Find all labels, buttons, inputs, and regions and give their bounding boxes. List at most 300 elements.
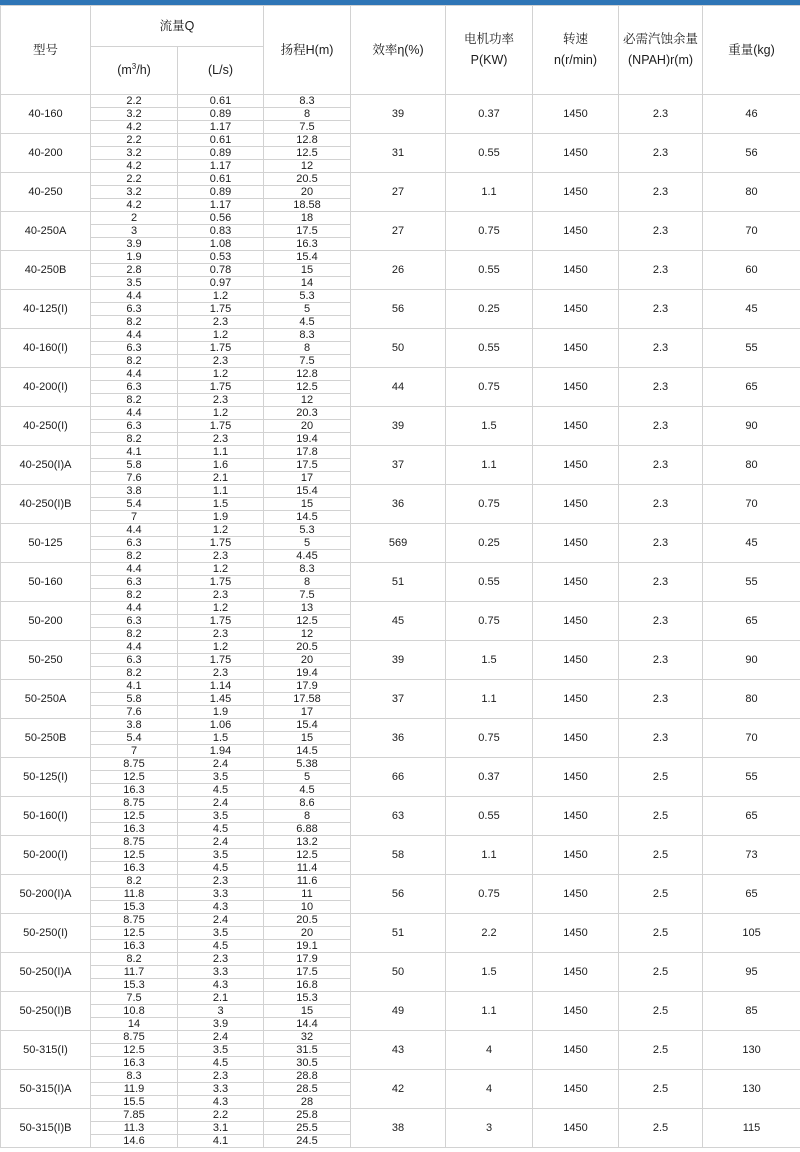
weight-cell: 80: [703, 173, 800, 212]
head-cell: 15.4: [264, 719, 351, 732]
flow-m3h-cell: 2.2: [91, 95, 178, 108]
flow-ls-cell: 1.17: [178, 121, 264, 134]
npsh-cell: 2.5: [619, 1070, 703, 1109]
efficiency-cell: 37: [351, 446, 446, 485]
head-cell: 24.5: [264, 1135, 351, 1148]
efficiency-cell: 56: [351, 290, 446, 329]
flow-m3h-cell: 8.75: [91, 836, 178, 849]
power-cell: 0.75: [446, 212, 533, 251]
npsh-cell: 2.5: [619, 875, 703, 914]
flow-m3h-cell: 6.3: [91, 420, 178, 433]
flow-ls-cell: 3.3: [178, 888, 264, 901]
npsh-cell: 2.3: [619, 212, 703, 251]
model-cell: 50-250B: [1, 719, 91, 758]
flow-m3h-cell: 3.5: [91, 277, 178, 290]
flow-m3h-cell: 4.1: [91, 680, 178, 693]
head-cell: 20: [264, 186, 351, 199]
model-cell: 40-160: [1, 95, 91, 134]
flow-ls-cell: 1.75: [178, 342, 264, 355]
header-motor-power-line1: 电机功率: [464, 32, 515, 47]
flow-ls-cell: 1.5: [178, 498, 264, 511]
head-cell: 12.5: [264, 615, 351, 628]
flow-ls-cell: 1.75: [178, 303, 264, 316]
head-cell: 14: [264, 277, 351, 290]
power-cell: 0.25: [446, 524, 533, 563]
speed-cell: 1450: [533, 407, 619, 446]
flow-ls-cell: 4.5: [178, 940, 264, 953]
efficiency-cell: 50: [351, 329, 446, 368]
head-cell: 13.2: [264, 836, 351, 849]
flow-m3h-cell: 15.5: [91, 1096, 178, 1109]
table-row: [1, 758, 800, 771]
head-cell: 15: [264, 498, 351, 511]
npsh-cell: 2.3: [619, 368, 703, 407]
flow-m3h-cell: 8.2: [91, 550, 178, 563]
flow-m3h-cell: 12.5: [91, 810, 178, 823]
head-cell: 18: [264, 212, 351, 225]
model-cell: 50-315(I)B: [1, 1109, 91, 1148]
efficiency-cell: 49: [351, 992, 446, 1031]
flow-ls-cell: 2.3: [178, 316, 264, 329]
power-cell: 1.1: [446, 836, 533, 875]
table-row: [1, 524, 800, 537]
table-row: [1, 95, 800, 108]
model-cell: 50-250(I)A: [1, 953, 91, 992]
power-cell: 0.55: [446, 563, 533, 602]
speed-cell: 1450: [533, 368, 619, 407]
flow-ls-cell: 1.14: [178, 680, 264, 693]
npsh-cell: 2.3: [619, 563, 703, 602]
speed-cell: 1450: [533, 992, 619, 1031]
flow-ls-cell: 1.2: [178, 329, 264, 342]
head-cell: 16.8: [264, 979, 351, 992]
flow-m3h-cell: 16.3: [91, 784, 178, 797]
head-cell: 8: [264, 810, 351, 823]
head-cell: 28.8: [264, 1070, 351, 1083]
npsh-cell: 2.3: [619, 134, 703, 173]
flow-m3h-cell: 6.3: [91, 576, 178, 589]
head-cell: 4.45: [264, 550, 351, 563]
weight-cell: 65: [703, 368, 800, 407]
table-row: [1, 875, 800, 888]
speed-cell: 1450: [533, 485, 619, 524]
speed-cell: 1450: [533, 602, 619, 641]
npsh-cell: 2.5: [619, 836, 703, 875]
head-cell: 11.4: [264, 862, 351, 875]
flow-ls-cell: 1.94: [178, 745, 264, 758]
head-cell: 15: [264, 264, 351, 277]
weight-cell: 55: [703, 758, 800, 797]
weight-cell: 65: [703, 602, 800, 641]
power-cell: 0.75: [446, 368, 533, 407]
flow-ls-cell: 2.3: [178, 667, 264, 680]
power-cell: 0.55: [446, 797, 533, 836]
flow-ls-cell: 0.89: [178, 147, 264, 160]
flow-ls-cell: 1.75: [178, 420, 264, 433]
flow-ls-cell: 0.97: [178, 277, 264, 290]
table-body: [1, 95, 800, 1148]
speed-cell: 1450: [533, 797, 619, 836]
table-row: [1, 368, 800, 381]
npsh-cell: 2.5: [619, 992, 703, 1031]
table-row: [1, 407, 800, 420]
flow-m3h-cell: 8.75: [91, 1031, 178, 1044]
flow-m3h-cell: 8.2: [91, 316, 178, 329]
head-cell: 4.5: [264, 784, 351, 797]
flow-ls-cell: 2.2: [178, 1109, 264, 1122]
speed-cell: 1450: [533, 914, 619, 953]
efficiency-cell: 31: [351, 134, 446, 173]
npsh-cell: 2.3: [619, 524, 703, 563]
flow-ls-cell: 2.3: [178, 589, 264, 602]
header-head: 扬程H(m): [264, 6, 351, 95]
head-cell: 25.5: [264, 1122, 351, 1135]
flow-m3h-cell: 12.5: [91, 927, 178, 940]
flow-ls-cell: 4.3: [178, 1096, 264, 1109]
head-cell: 8.3: [264, 563, 351, 576]
flow-m3h-cell: 14: [91, 1018, 178, 1031]
model-cell: 40-200: [1, 134, 91, 173]
flow-ls-cell: 4.1: [178, 1135, 264, 1148]
header-motor-power: [446, 6, 533, 95]
flow-ls-cell: 3: [178, 1005, 264, 1018]
flow-ls-cell: 2.1: [178, 992, 264, 1005]
model-cell: 50-125(I): [1, 758, 91, 797]
flow-m3h-cell: 2: [91, 212, 178, 225]
header-speed-line1: 转速: [563, 32, 589, 47]
model-cell: 40-250(I): [1, 407, 91, 446]
model-cell: 50-250: [1, 641, 91, 680]
power-cell: 0.37: [446, 95, 533, 134]
flow-ls-cell: 1.08: [178, 238, 264, 251]
flow-ls-cell: 1.2: [178, 407, 264, 420]
table-header: [1, 6, 800, 95]
header-flow-ls: (L/s): [178, 47, 264, 95]
head-cell: 17.5: [264, 966, 351, 979]
flow-ls-cell: 2.4: [178, 797, 264, 810]
model-cell: 40-250: [1, 173, 91, 212]
flow-ls-cell: 2.3: [178, 394, 264, 407]
efficiency-cell: 39: [351, 95, 446, 134]
speed-cell: 1450: [533, 758, 619, 797]
flow-m3h-cell: 4.2: [91, 199, 178, 212]
weight-cell: 130: [703, 1031, 800, 1070]
head-cell: 7.5: [264, 121, 351, 134]
model-cell: 50-200(I): [1, 836, 91, 875]
flow-m3h-cell: 8.2: [91, 875, 178, 888]
weight-cell: 55: [703, 563, 800, 602]
header-flow-m3h-prefix: (m: [117, 63, 132, 78]
head-cell: 20: [264, 420, 351, 433]
weight-cell: 130: [703, 1070, 800, 1109]
head-cell: 20.5: [264, 914, 351, 927]
flow-ls-cell: 2.3: [178, 433, 264, 446]
header-motor-power-line2: P(KW): [470, 53, 508, 67]
flow-ls-cell: 3.5: [178, 927, 264, 940]
power-cell: 0.75: [446, 602, 533, 641]
flow-m3h-cell: 8.75: [91, 758, 178, 771]
head-cell: 17: [264, 706, 351, 719]
head-cell: 14.4: [264, 1018, 351, 1031]
flow-ls-cell: 2.4: [178, 836, 264, 849]
speed-cell: 1450: [533, 563, 619, 602]
head-cell: 7.5: [264, 355, 351, 368]
model-cell: 40-250B: [1, 251, 91, 290]
flow-m3h-cell: 3.2: [91, 147, 178, 160]
flow-m3h-cell: 6.3: [91, 303, 178, 316]
model-cell: 50-125: [1, 524, 91, 563]
head-cell: 5.38: [264, 758, 351, 771]
flow-ls-cell: 0.53: [178, 251, 264, 264]
flow-ls-cell: 1.17: [178, 199, 264, 212]
table-row: [1, 953, 800, 966]
flow-ls-cell: 3.5: [178, 810, 264, 823]
power-cell: 2.2: [446, 914, 533, 953]
speed-cell: 1450: [533, 836, 619, 875]
flow-m3h-cell: 4.4: [91, 524, 178, 537]
head-cell: 6.88: [264, 823, 351, 836]
efficiency-cell: 37: [351, 680, 446, 719]
flow-ls-cell: 2.3: [178, 550, 264, 563]
head-cell: 17.9: [264, 953, 351, 966]
weight-cell: 70: [703, 212, 800, 251]
head-cell: 11: [264, 888, 351, 901]
power-cell: 0.25: [446, 290, 533, 329]
flow-ls-cell: 1.06: [178, 719, 264, 732]
flow-m3h-cell: 7.85: [91, 1109, 178, 1122]
power-cell: 1.1: [446, 680, 533, 719]
head-cell: 15.3: [264, 992, 351, 1005]
flow-m3h-cell: 12.5: [91, 1044, 178, 1057]
power-cell: 0.55: [446, 251, 533, 290]
speed-cell: 1450: [533, 680, 619, 719]
efficiency-cell: 45: [351, 602, 446, 641]
npsh-cell: 2.3: [619, 602, 703, 641]
flow-m3h-cell: 16.3: [91, 1057, 178, 1070]
flow-ls-cell: 4.5: [178, 784, 264, 797]
flow-m3h-cell: 15.3: [91, 979, 178, 992]
header-flow-group: 流量Q: [91, 6, 264, 47]
weight-cell: 45: [703, 524, 800, 563]
flow-m3h-cell: 6.3: [91, 381, 178, 394]
flow-m3h-cell: 11.7: [91, 966, 178, 979]
npsh-cell: 2.5: [619, 758, 703, 797]
header-model: 型号: [1, 6, 91, 95]
weight-cell: 80: [703, 446, 800, 485]
flow-m3h-cell: 16.3: [91, 823, 178, 836]
flow-m3h-cell: 4.4: [91, 602, 178, 615]
model-cell: 40-250A: [1, 212, 91, 251]
npsh-cell: 2.3: [619, 680, 703, 719]
flow-ls-cell: 1.6: [178, 459, 264, 472]
head-cell: 17.58: [264, 693, 351, 706]
table-row: [1, 641, 800, 654]
table-row: [1, 914, 800, 927]
flow-m3h-cell: 3.9: [91, 238, 178, 251]
flow-ls-cell: 1.75: [178, 537, 264, 550]
flow-ls-cell: 0.89: [178, 108, 264, 121]
flow-ls-cell: 4.5: [178, 862, 264, 875]
flow-ls-cell: 1.1: [178, 446, 264, 459]
flow-m3h-cell: 4.4: [91, 368, 178, 381]
power-cell: 0.75: [446, 875, 533, 914]
flow-m3h-cell: 11.9: [91, 1083, 178, 1096]
flow-m3h-cell: 4.4: [91, 641, 178, 654]
flow-ls-cell: 1.1: [178, 485, 264, 498]
model-cell: 40-125(I): [1, 290, 91, 329]
flow-m3h-cell: 2.2: [91, 173, 178, 186]
flow-m3h-cell: 8.75: [91, 797, 178, 810]
efficiency-cell: 58: [351, 836, 446, 875]
npsh-cell: 2.3: [619, 446, 703, 485]
npsh-cell: 2.5: [619, 1031, 703, 1070]
flow-m3h-cell: 3.8: [91, 719, 178, 732]
header-weight: 重量(kg): [703, 6, 800, 95]
flow-ls-cell: 1.75: [178, 654, 264, 667]
flow-ls-cell: 1.17: [178, 160, 264, 173]
speed-cell: 1450: [533, 329, 619, 368]
header-flow-m3h-suffix: /h): [136, 63, 151, 78]
flow-ls-cell: 1.2: [178, 602, 264, 615]
head-cell: 8.6: [264, 797, 351, 810]
flow-m3h-cell: 8.2: [91, 355, 178, 368]
weight-cell: 55: [703, 329, 800, 368]
table-row: [1, 719, 800, 732]
speed-cell: 1450: [533, 290, 619, 329]
npsh-cell: 2.3: [619, 329, 703, 368]
flow-m3h-cell: 11.8: [91, 888, 178, 901]
head-cell: 10: [264, 901, 351, 914]
head-cell: 12.8: [264, 368, 351, 381]
weight-cell: 90: [703, 407, 800, 446]
flow-ls-cell: 1.75: [178, 615, 264, 628]
flow-m3h-cell: 16.3: [91, 940, 178, 953]
flow-ls-cell: 2.4: [178, 1031, 264, 1044]
flow-m3h-cell: 7.6: [91, 706, 178, 719]
flow-m3h-cell: 11.3: [91, 1122, 178, 1135]
flow-ls-cell: 2.4: [178, 914, 264, 927]
weight-cell: 70: [703, 719, 800, 758]
flow-m3h-cell: 4.4: [91, 290, 178, 303]
flow-ls-cell: 3.1: [178, 1122, 264, 1135]
flow-m3h-cell: 4.4: [91, 563, 178, 576]
npsh-cell: 2.3: [619, 290, 703, 329]
head-cell: 12.5: [264, 849, 351, 862]
head-cell: 19.4: [264, 667, 351, 680]
table-row: [1, 173, 800, 186]
weight-cell: 45: [703, 290, 800, 329]
header-speed: [533, 6, 619, 95]
flow-m3h-cell: 6.3: [91, 654, 178, 667]
weight-cell: 65: [703, 875, 800, 914]
model-cell: 50-250(I)B: [1, 992, 91, 1031]
head-cell: 12: [264, 394, 351, 407]
flow-ls-cell: 1.75: [178, 381, 264, 394]
flow-ls-cell: 3.3: [178, 1083, 264, 1096]
head-cell: 17: [264, 472, 351, 485]
power-cell: 0.55: [446, 134, 533, 173]
head-cell: 11.6: [264, 875, 351, 888]
pump-spec-table: [0, 5, 800, 1148]
model-cell: 40-200(I): [1, 368, 91, 407]
efficiency-cell: 63: [351, 797, 446, 836]
flow-ls-cell: 0.61: [178, 95, 264, 108]
flow-m3h-cell: 6.3: [91, 342, 178, 355]
npsh-cell: 2.3: [619, 485, 703, 524]
speed-cell: 1450: [533, 1031, 619, 1070]
efficiency-cell: 569: [351, 524, 446, 563]
head-cell: 8.3: [264, 95, 351, 108]
flow-ls-cell: 0.61: [178, 173, 264, 186]
flow-m3h-cell: 5.4: [91, 498, 178, 511]
head-cell: 14.5: [264, 511, 351, 524]
flow-ls-cell: 0.89: [178, 186, 264, 199]
speed-cell: 1450: [533, 134, 619, 173]
head-cell: 20: [264, 654, 351, 667]
flow-m3h-cell: 3.8: [91, 485, 178, 498]
flow-m3h-cell: 12.5: [91, 849, 178, 862]
efficiency-cell: 43: [351, 1031, 446, 1070]
flow-ls-cell: 2.3: [178, 628, 264, 641]
efficiency-cell: 66: [351, 758, 446, 797]
flow-ls-cell: 4.5: [178, 823, 264, 836]
flow-ls-cell: 0.78: [178, 264, 264, 277]
flow-m3h-cell: 3.2: [91, 108, 178, 121]
model-cell: 50-200: [1, 602, 91, 641]
power-cell: 1.5: [446, 953, 533, 992]
flow-m3h-cell: 6.3: [91, 615, 178, 628]
header-efficiency: 效率η(%): [351, 6, 446, 95]
weight-cell: 80: [703, 680, 800, 719]
power-cell: 1.5: [446, 641, 533, 680]
table-row: [1, 1031, 800, 1044]
power-cell: 4: [446, 1031, 533, 1070]
header-flow-m3h: [91, 47, 178, 95]
flow-m3h-cell: 8.2: [91, 667, 178, 680]
flow-m3h-cell: 8.2: [91, 433, 178, 446]
table-row: [1, 1109, 800, 1122]
flow-m3h-cell: 5.8: [91, 693, 178, 706]
head-cell: 15.4: [264, 251, 351, 264]
flow-m3h-cell: 5.4: [91, 732, 178, 745]
flow-ls-cell: 4.3: [178, 979, 264, 992]
head-cell: 25.8: [264, 1109, 351, 1122]
table-row: [1, 134, 800, 147]
flow-m3h-cell: 6.3: [91, 537, 178, 550]
head-cell: 14.5: [264, 745, 351, 758]
flow-ls-cell: 1.2: [178, 524, 264, 537]
speed-cell: 1450: [533, 251, 619, 290]
npsh-cell: 2.3: [619, 95, 703, 134]
table-row: [1, 1070, 800, 1083]
table-row: [1, 329, 800, 342]
head-cell: 18.58: [264, 199, 351, 212]
weight-cell: 65: [703, 797, 800, 836]
flow-ls-cell: 3.9: [178, 1018, 264, 1031]
npsh-cell: 2.3: [619, 251, 703, 290]
head-cell: 20: [264, 927, 351, 940]
table-row: [1, 602, 800, 615]
flow-m3h-cell: 16.3: [91, 862, 178, 875]
head-cell: 13: [264, 602, 351, 615]
flow-ls-cell: 1.2: [178, 641, 264, 654]
flow-ls-cell: 2.3: [178, 355, 264, 368]
flow-ls-cell: 2.4: [178, 758, 264, 771]
npsh-cell: 2.3: [619, 719, 703, 758]
head-cell: 5: [264, 537, 351, 550]
efficiency-cell: 27: [351, 212, 446, 251]
power-cell: 1.1: [446, 446, 533, 485]
